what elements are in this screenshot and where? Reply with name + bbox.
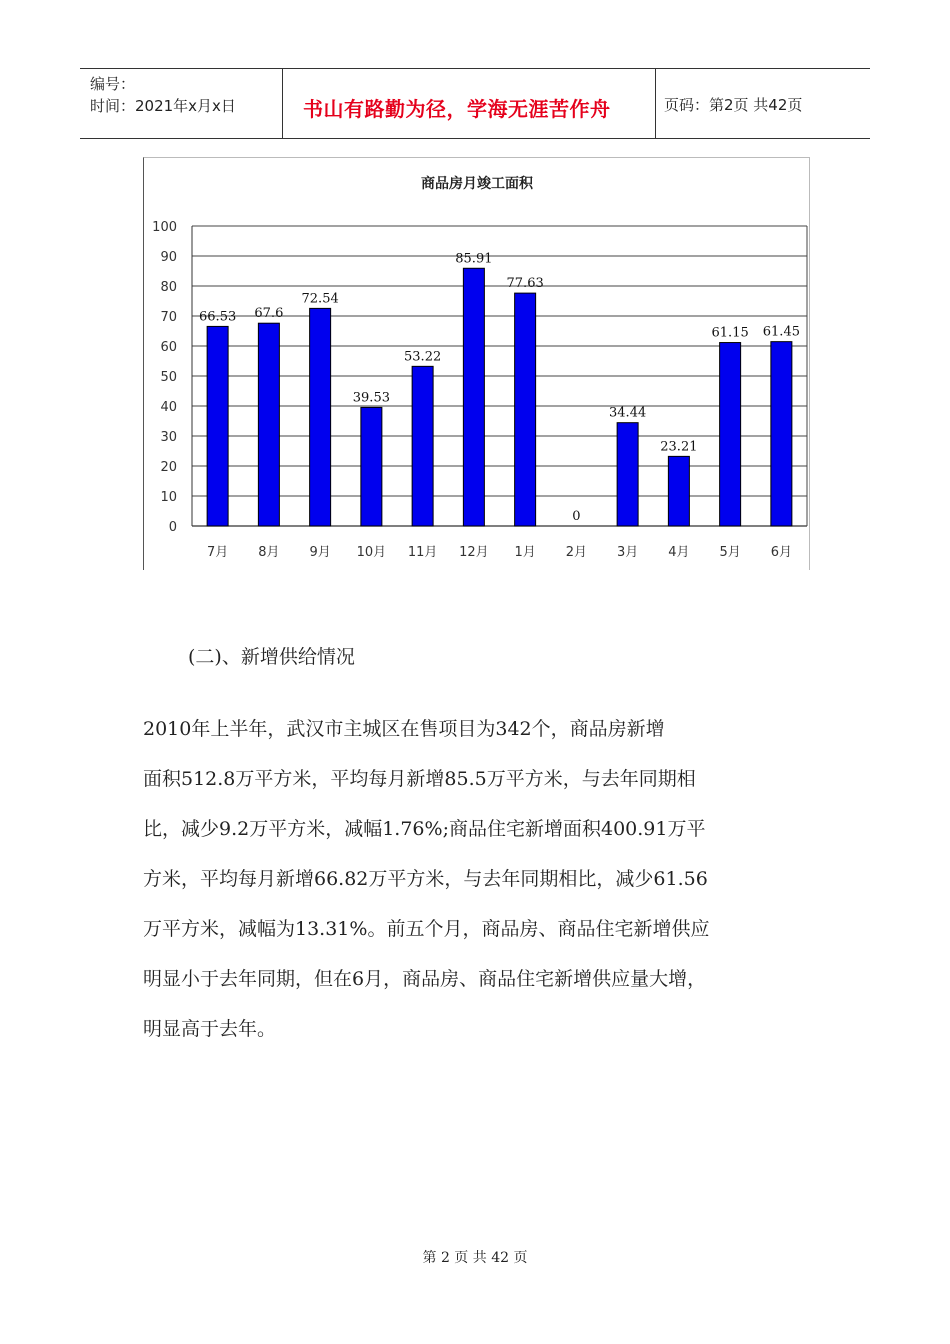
paragraph-line: 面积512.8万平方米，平均每月新增85.5万平方米，与去年同期相 [143, 768, 696, 790]
data-label: 34.44 [609, 405, 647, 421]
y-tick-label: 70 [160, 310, 177, 325]
header-motto: 书山有路勤为径，学海无涯苦作舟 [303, 97, 611, 121]
body-paragraph [143, 704, 813, 1054]
bar [258, 323, 279, 526]
y-tick-label: 100 [152, 220, 177, 235]
data-label: 53.22 [404, 349, 442, 365]
data-label: 85.91 [455, 251, 493, 267]
chart-frame [143, 157, 810, 570]
paragraph-line: 明显高于去年。 [143, 1018, 277, 1040]
bar [310, 308, 331, 526]
page-footer: 第 2 页 共 42 页 [422, 1250, 528, 1266]
chart-title: 商品房月竣工面积 [421, 176, 533, 192]
bar [515, 293, 536, 526]
paragraph-line: 明显小于去年同期，但在6月，商品房、商品住宅新增供应量大增， [143, 968, 707, 990]
bar [617, 423, 638, 526]
data-label: 39.53 [352, 390, 390, 406]
data-label: 61.45 [762, 324, 800, 340]
x-tick-label: 2月 [565, 545, 588, 560]
x-tick-label: 12月 [459, 545, 489, 560]
y-tick-label: 60 [160, 340, 177, 355]
paragraph-line: 比，减少9.2万平方米，减幅1.76%;商品住宅新增面积400.91万平 [143, 818, 706, 840]
data-label: 0 [572, 509, 581, 524]
x-tick-label: 5月 [719, 545, 741, 560]
x-tick-label: 4月 [668, 545, 690, 560]
y-tick-label: 20 [160, 460, 177, 475]
y-tick-label: 10 [160, 490, 177, 505]
document-number-label: 编号： [90, 75, 136, 93]
y-tick-label: 0 [168, 520, 177, 535]
bar [207, 326, 228, 526]
x-tick-label: 11月 [407, 545, 438, 560]
data-label: 72.54 [301, 291, 339, 307]
bar [668, 456, 689, 526]
data-label: 23.21 [660, 439, 698, 455]
paragraph-line: 方米，平均每月新增66.82万平方米，与去年同期相比，减少61.56 [143, 868, 708, 890]
page-header [80, 68, 870, 139]
bar [412, 366, 433, 526]
x-tick-label: 6月 [770, 545, 793, 560]
header-right-cell [654, 69, 870, 138]
header-motto-cell [282, 69, 656, 138]
x-tick-label: 10月 [356, 545, 387, 560]
y-tick-label: 90 [160, 250, 177, 265]
x-tick-label: 7月 [206, 545, 229, 560]
document-date-label: 时间：2021年x月x日 [90, 97, 236, 115]
y-tick-label: 50 [160, 370, 177, 385]
data-label: 66.53 [199, 309, 237, 325]
data-label: 67.6 [254, 306, 284, 322]
x-tick-label: 3月 [616, 545, 639, 560]
y-tick-label: 40 [160, 400, 177, 415]
data-label: 61.15 [711, 325, 749, 341]
completion-area-bar-chart [144, 158, 809, 570]
paragraph-line: 2010年上半年，武汉市主城区在售项目为342个，商品房新增 [143, 718, 665, 740]
x-tick-label: 1月 [514, 545, 536, 560]
x-tick-label: 9月 [309, 545, 331, 560]
bar [720, 343, 741, 526]
y-tick-label: 30 [160, 430, 177, 445]
bar [463, 268, 484, 526]
bar [361, 407, 382, 526]
header-left-cell [80, 69, 282, 138]
y-tick-label: 80 [160, 280, 177, 295]
paragraph-line: 万平方米，减幅为13.31%。前五个月，商品房、商品住宅新增供应 [143, 918, 710, 940]
header-page-info: 页码：第2页 共42页 [664, 96, 803, 114]
data-label: 77.63 [506, 276, 544, 292]
section-title: (二)、新增供给情况 [188, 646, 355, 668]
bar [771, 342, 792, 526]
x-tick-label: 8月 [258, 545, 280, 560]
